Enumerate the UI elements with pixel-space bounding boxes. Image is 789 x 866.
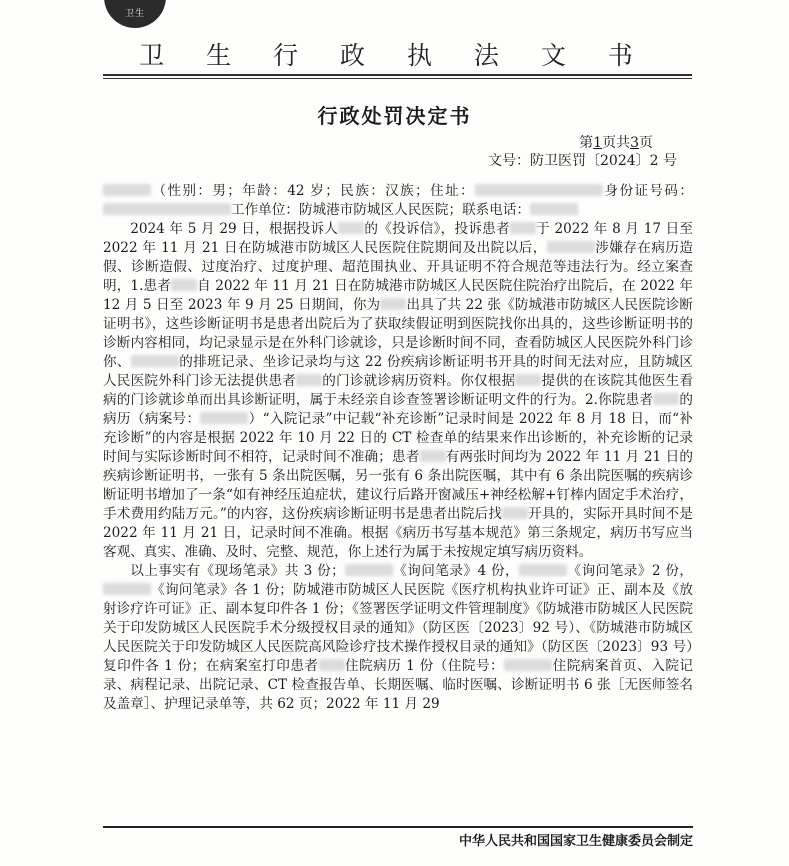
text-segment: 《询问笔录》各 1 份；防城港市防城区人民医院《医疗机构执业许可证》正、副本及《放射诊疗许可证》正、副本复印件各 1 份；《签署医学证明文件管理制度》《防城港市防城区人民医院关于印发防城区人民医院手术分级授权目录的通知》（防区医〔2023〕92 号）、《防城港市防城区人民医院关于印发防城区人民医院高风险诊疗技术操作授权目录的通知》（防区医〔2023〕93 号）复印件各 1 份；在病案室打印患者 [103, 582, 693, 674]
text-segment: 开具的，实际开具时间不是 2022 年 11 月 21 日，记录时间不准确。根据《病历书写基本规范》第三条规定，病历书写应当客观、真实、准确、及时、完整、规范，你上述行为属于未按规定填写病历资料。 [103, 506, 693, 560]
text-segment: 2024 年 5 月 29 日，根据投诉人 [130, 221, 339, 237]
redacted-block [515, 374, 541, 386]
text-segment: 《询问笔录》2 份， [567, 563, 693, 579]
page-prefix: 第 [579, 135, 594, 151]
document-body [103, 182, 693, 714]
document-title: 行政处罚决定书 [317, 104, 472, 128]
text-segment: 《询问笔录》4 份， [392, 563, 520, 579]
text-segment: 的门诊就诊病历资料。你仅根据 [322, 373, 516, 389]
text-segment: 工作单位：防城港市防城区人民医院；联系电话： [231, 202, 531, 218]
redacted-block [420, 450, 446, 462]
redacted-block [345, 564, 393, 576]
document-number: 文号：防卫医罚〔2024〕2 号 [488, 153, 677, 169]
redacted-block [502, 507, 528, 519]
header-rule-thick [103, 74, 692, 76]
text-segment: 的《投诉信》，投诉患者 [364, 221, 510, 237]
redacted-block [504, 659, 552, 671]
redacted-block [319, 659, 345, 671]
footer-issuer: 中华人民共和国国家卫生健康委员会制定 [458, 834, 693, 849]
redacted-block [200, 412, 248, 424]
redacted-block [510, 222, 536, 234]
party-info-paragraph [103, 182, 693, 220]
evidence-paragraph [103, 562, 693, 714]
redacted-block [547, 241, 595, 253]
redacted-block [103, 583, 151, 595]
text-segment: 出具了共 22 张《防城港市防城区人民医院诊断证明书》，这些诊断证明书是患者出院后为了获取续假证明到医院找你出具的，这些诊断证明书的诊断内容相同，均记录显示是在外科门诊就诊，只是诊断时间不同，查看防城区人民医院外科门诊你、 [103, 297, 693, 370]
text-segment: 的排班记录、坐诊记录均与这 22 份疾病诊断证明书开具的时间无法对应，且防城区人民医院外科门诊无法提供患者 [103, 354, 693, 389]
page-current: 1 [593, 135, 603, 151]
page-indicator [579, 132, 653, 152]
page-mid: 页共 [602, 135, 631, 151]
text-segment: 提供的在该院其他医生看病的门诊就诊单而出具诊断证明，属于未经亲自诊查签署诊断证明文件的行为。2.你院患者 [103, 373, 694, 408]
page-total: 3 [630, 135, 639, 151]
text-segment: 于 2022 年 8 月 17 日至 2022 年 11 月 21 日在防城港市防城区人民医院住院期间及出院以后， [103, 221, 693, 256]
text-segment: 的病历（病案号： [103, 392, 694, 427]
redacted-block [131, 355, 179, 367]
redacted-block [475, 184, 603, 196]
seal-text: 卫生 [124, 9, 145, 19]
text-segment: 住院病案首页、入院记录、病程记录、出院记录、CT 检查报告单、长期医嘱、临时医嘱、诊断证明书 6 张［无医师签名及盖章］、护理记录单等，共 62 页；2022 年 11 月 29 [103, 658, 694, 712]
redacted-block [103, 184, 151, 196]
text-segment: 身份证号码： [603, 183, 693, 199]
redacted-block [530, 203, 578, 215]
redacted-block [171, 279, 197, 291]
redacted-block [380, 298, 406, 310]
redacted-block [103, 203, 231, 215]
text-segment: 住院病历 1 份（住院号： [344, 658, 505, 674]
redacted-block [653, 393, 679, 405]
text-segment: 有两张时间均为 2022 年 11 月 21 日的疾病诊断证明书，一张有 5 条出院医嘱，另一张有 6 条出院医嘱，其中有 6 条出院医嘱的疾病诊断证明书增加了一条“如有神经压迫症状，建议行后路开窗减压+神经松解+钉棒内固定手术治疗，手术费用约陆万元。”的内容，这份疾病诊断证明书是患者出院后找 [103, 449, 693, 522]
redacted-block [338, 222, 364, 234]
header-title: 卫 生 行 政 执 法 文 书 [139, 41, 650, 70]
text-segment: 以上事实有《现场笔录》共 3 份； [130, 563, 345, 579]
text-segment: （性别：男；年龄：42 岁；民族：汉族；住址： [151, 183, 476, 199]
facts-paragraph [103, 220, 693, 562]
page-suffix: 页 [639, 135, 653, 151]
redacted-block [296, 374, 322, 386]
emblem-seal-icon [104, 0, 166, 28]
header-rule-thin [103, 78, 692, 79]
redacted-block [519, 564, 567, 576]
footer-rule [103, 826, 693, 828]
text-segment: 自 2022 年 11 月 21 日在防城港市防城区人民医院住院治疗出院后，在 2022 年 12 月 5 日至 2023 年 9 月 25 日期间，你为 [103, 278, 693, 313]
text-segment: ）“入院记录”中记载“补充诊断”记录时间是 2022 年 8 月 18 日，而“补充诊断”的内容是根据 2022 年 10 月 22 日的 CT 检查单的结果来作出诊断的，补充诊断的记录时间与实际诊断时间不相符，记录时间不准确；患者 [103, 411, 693, 465]
text-segment: 涉嫌存在病历造假、诊断造假、过度治疗、过度护理、超范围执业、开具证明不符合规范等违法行为。经立案查明，1.患者 [103, 240, 694, 294]
